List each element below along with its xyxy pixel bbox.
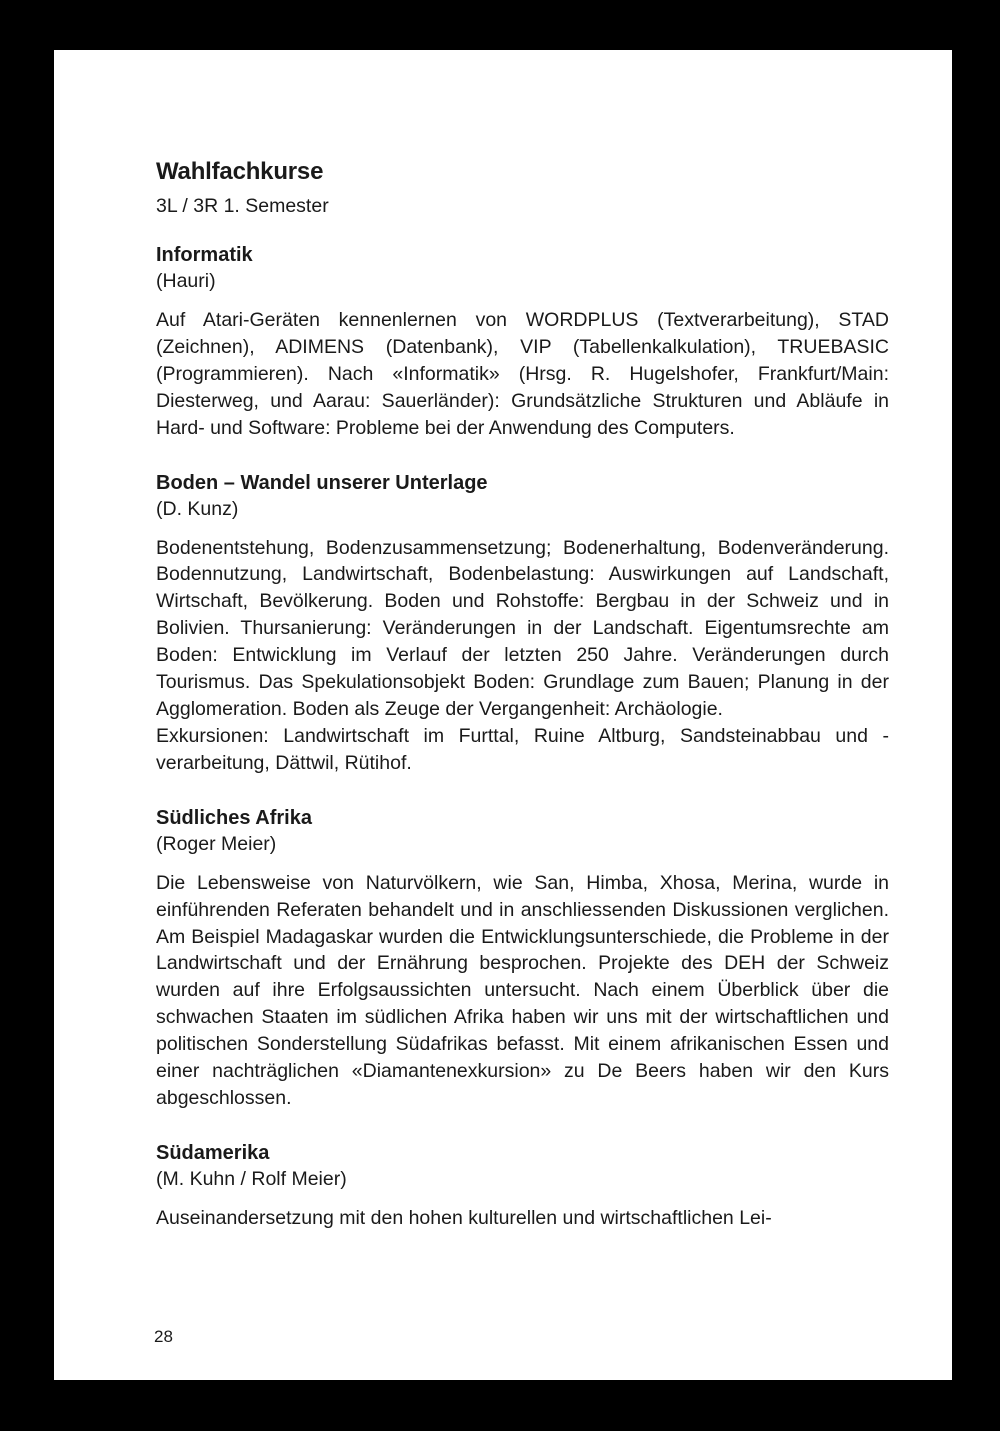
section-author: (Hauri) (156, 270, 216, 292)
section-paragraph: Bodenentstehung, Bodenzusammensetzung; Bodenerhaltung, Bodenveränderung. Bodennutzung, Landwirtschaft, Bodenbelastung: Auswirkungen auf Landschaft, Wirtschaft, Bevölkerung. Boden und Rohstoffe: Bergbau in der Schweiz und in Bolivien. Thursanierung: Veränderungen in der Landschaft. Eigentumsrechte am Boden: Entwicklung im Verlauf der letzten 250 Jahre. Veränderungen durch Tourismus. Das Spekulationsobjekt Boden: Grundlage zum Bauen; Planung in der Agglomeration. Boden als Zeuge der Vergangenheit: Archäologie. (156, 536, 889, 720)
section-informatik (156, 242, 889, 442)
page-content (156, 155, 889, 1232)
section-author: (Roger Meier) (156, 832, 277, 855)
section-title: Boden – Wandel unserer Unterlage (156, 471, 488, 494)
document-page (54, 50, 952, 1380)
section-paragraph: Die Lebensweise von Naturvölkern, wie San, Himba, Xhosa, Merina, wurde in einführenden Referaten behandelt und in anschliessenden Diskussionen verglichen. Am Beispiel Madagaskar wurden die Entwicklungsunterschiede, die Probleme in der Landwirtschaft und der Ernährung besprochen. Projekte des DEH der Schweiz wurden auf ihre Erfolgsaussichten untersucht. Nach einem Überblick über die schwachen Staaten im südlichen Afrika haben wir uns mit der wirtschaftlichen und politischen Sonderstellung Südafrikas befasst. Mit einem afrikanischen Essen und einer nachträglichen «Diamantenexkursion» zu De Beers haben wir den Kurs abgeschlossen. (156, 871, 889, 1109)
section-paragraph: Exkursionen: Landwirtschaft im Furttal, Ruine Altburg, Sandsteinabbau und -verarbeitung, Dättwil, Rütihof. (156, 724, 889, 774)
page-subtitle: 3L / 3R 1. Semester (156, 195, 329, 217)
section-author: (M. Kuhn / Rolf Meier) (156, 1167, 347, 1190)
section-boden (156, 470, 889, 777)
section-suedliches-afrika (156, 805, 889, 1112)
section-title: Informatik (156, 244, 253, 266)
section-title: Südliches Afrika (156, 806, 312, 829)
section-title: Südamerika (156, 1141, 270, 1164)
section-author: (D. Kunz) (156, 497, 239, 520)
section-suedamerika (156, 1140, 889, 1232)
section-paragraph: Auf Atari-Geräten kennenlernen von WORDPLUS (Textverarbeitung), STAD (Zeichnen), ADIMENS (Datenbank), VIP (Tabellenkalkulation), TRUEBASIC (Programmieren). Nach «Informatik» (Hrsg. R. Hugelshofer, Frankfurt/Main: Diesterweg, und Aarau: Sauerländer): Grundsätzliche Strukturen und Abläufe in Hard- und Software: Probleme bei der Anwendung des Computers. (156, 309, 889, 439)
page-number: 28 (154, 1327, 173, 1346)
section-paragraph: Auseinandersetzung mit den hohen kulturellen und wirtschaftlichen Lei- (156, 1206, 772, 1229)
page-title: Wahlfachkurse (156, 158, 324, 185)
